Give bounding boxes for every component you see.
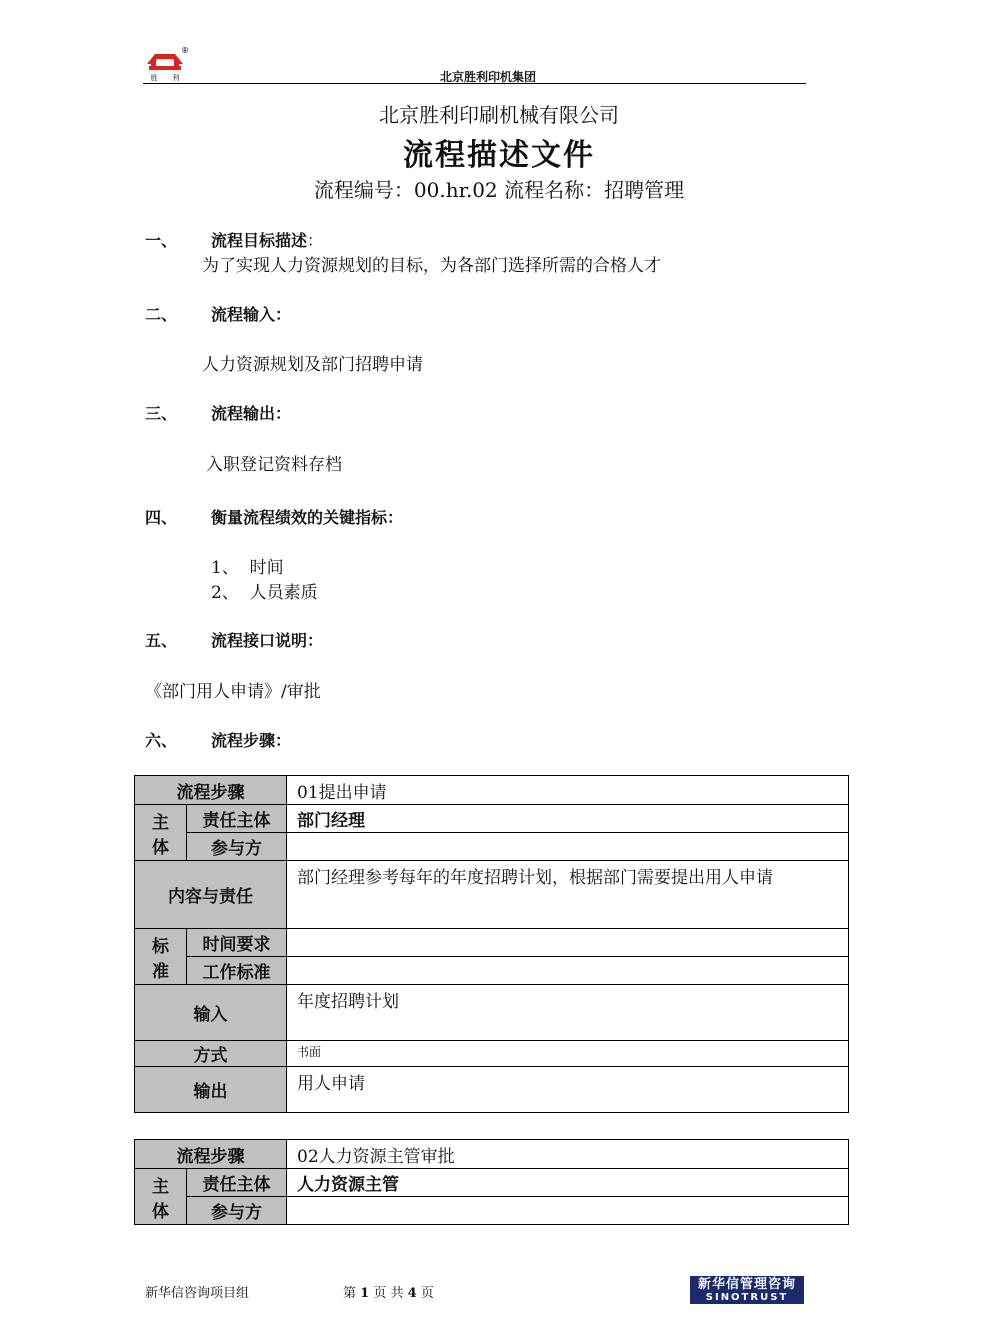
- method-label: 方式: [135, 1041, 287, 1067]
- section-body: 入职登记资料存档: [206, 455, 342, 475]
- responsible-value: 部门经理: [287, 805, 849, 833]
- work-standard-value: [287, 957, 849, 985]
- content-label: 内容与责任: [135, 861, 287, 929]
- input-label: 输入: [135, 985, 287, 1041]
- header-group-name: 北京胜利印机集团: [440, 70, 537, 84]
- svg-text:®: ®: [181, 46, 189, 55]
- logo-caption: 胜 利: [150, 74, 180, 82]
- list-item: 1、 时间: [211, 558, 284, 578]
- participant-label: 参与方: [187, 1197, 287, 1225]
- section-title: 流程输入：: [211, 305, 292, 324]
- section-title: 流程输出：: [211, 404, 292, 423]
- participant-value: [287, 1197, 849, 1225]
- logo-cn-text: 新华信管理咨询: [697, 1277, 796, 1292]
- section-number: 五、: [145, 631, 178, 650]
- output-label: 输出: [135, 1067, 287, 1113]
- step-value: 02人力资源主管审批: [287, 1140, 849, 1169]
- standard-label: 标 准: [135, 929, 187, 985]
- responsible-value: 人力资源主管: [287, 1169, 849, 1197]
- section-number: 六、: [145, 731, 178, 750]
- section-body: 为了实现人力资源规划的目标，为各部门选择所需的合格人才: [202, 256, 661, 276]
- input-value: 年度招聘计划: [287, 985, 849, 1041]
- document-title: 流程描述文件: [403, 138, 595, 173]
- participant-label: 参与方: [187, 833, 287, 861]
- content-value: 部门经理参考每年的年度招聘计划，根据部门需要提出用人申请: [287, 861, 849, 929]
- company-name: 北京胜利印刷机械有限公司: [379, 103, 619, 127]
- subject-label: 主 体: [135, 805, 187, 861]
- step-label: 流程步骤: [135, 776, 287, 805]
- section-number: 二、: [145, 305, 178, 324]
- footer-project-group: 新华信咨询项目组: [145, 1286, 250, 1301]
- section-title: 衡量流程绩效的关键指标：: [211, 508, 404, 527]
- step-table-1: [134, 775, 849, 1113]
- responsible-label: 责任主体: [187, 1169, 287, 1197]
- step-label: 流程步骤: [135, 1140, 287, 1169]
- method-value: 书面: [287, 1041, 849, 1067]
- sinotrust-logo: [690, 1276, 804, 1304]
- work-standard-label: 工作标准: [187, 957, 287, 985]
- time-requirement-value: [287, 929, 849, 957]
- responsible-label: 责任主体: [187, 805, 287, 833]
- section-body: 人力资源规划及部门招聘申请: [202, 355, 423, 375]
- section-body: 《部门用人申请》/审批: [145, 682, 321, 702]
- participant-value: [287, 833, 849, 861]
- section-number: 三、: [145, 404, 178, 423]
- list-item: 2、 人员素质: [211, 583, 318, 603]
- logo-en-text: SINOTRUST: [705, 1292, 789, 1303]
- section-title: 流程步骤：: [211, 731, 292, 750]
- header-divider: [143, 83, 806, 84]
- section-number: 一、: [145, 231, 178, 250]
- section-number: 四、: [145, 508, 178, 527]
- time-requirement-label: 时间要求: [187, 929, 287, 957]
- subject-label: 主 体: [135, 1169, 187, 1225]
- step-value: 01提出申请: [287, 776, 849, 805]
- output-value: 用人申请: [287, 1067, 849, 1113]
- section-title: 流程目标描述：: [211, 231, 324, 250]
- section-title: 流程接口说明：: [211, 631, 324, 650]
- footer-page-number: 第 1 页 共 4 页: [343, 1286, 434, 1301]
- step-table-2: [134, 1139, 849, 1225]
- flow-id-line: 流程编号：00.hr.02 流程名称：招聘管理: [313, 178, 685, 202]
